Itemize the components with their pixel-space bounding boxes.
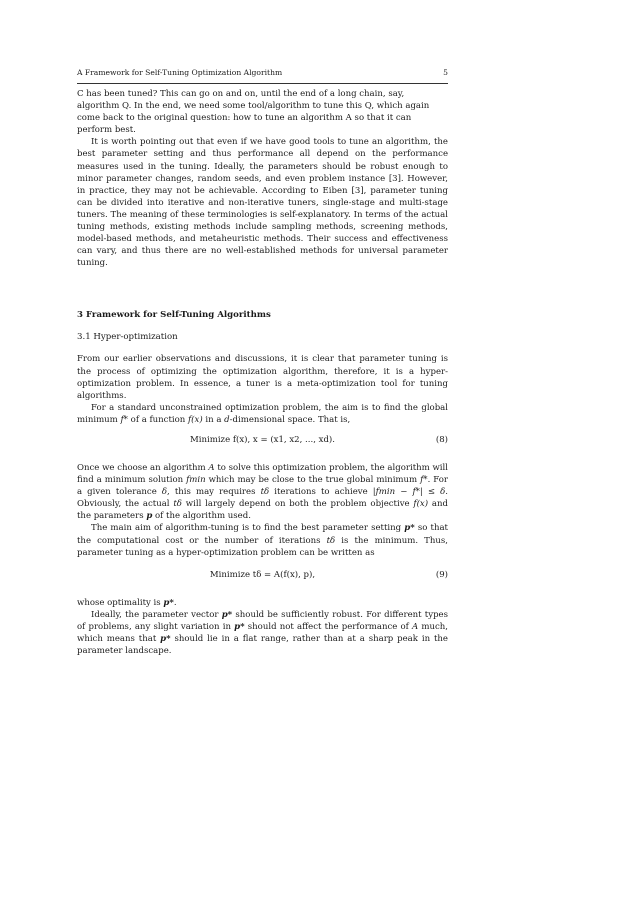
- math-d: d: [224, 414, 230, 425]
- paragraph-hyper-optimization: From our earlier observations and discussions, it is clear that parameter tuning is the process of optimizing the optimization algorithm, therefore, it is a hyper-optimization problem. In essence, a tuner is a meta-optimization tool for tuning algorithms.: [77, 354, 448, 401]
- running-title: A Framework for Self-Tuning Optimization Algorithm: [77, 68, 283, 77]
- paragraph-algorithm-choice: Once we choose an algorithm A to solve this optimization problem, the algorithm will find a minimum solution fmin which may be close to the true global minimum f*. For a given tolerance δ, this may requires tδ iterations to achieve |fmin − f*| ≤ δ. Obviously, the actual tδ will largely depend on both the problem objective f(x) and the parameters p of the algorithm used.: [77, 462, 449, 522]
- equation-8: [77, 434, 448, 446]
- text-line: perform best.: [77, 125, 136, 136]
- text-line: C has been tuned? This can go on and on, until the end of a long chain, say,: [77, 89, 405, 99]
- math-f-of-x: f(x): [188, 414, 203, 425]
- paragraph-continuation: [77, 88, 448, 136]
- equation-9-number: (9): [435, 569, 448, 580]
- paper-page: [77, 68, 448, 657]
- paragraph-optimality: whose optimality is p*.: [77, 597, 177, 608]
- equation-9-body: Minimize tδ = A(f(x), p),: [209, 569, 316, 580]
- text-line: algorithm Q. In the end, we need some tool/algorithm to tune this Q, which again: [77, 101, 430, 112]
- math-f-star: f*: [120, 414, 128, 425]
- equation-8-number: (8): [435, 434, 448, 445]
- paragraph-main-aim: The main aim of algorithm-tuning is to find the best parameter setting p* so that the computational cost or the number of iterations tδ is the minimum. Thus, parameter tuning as a hyper-optimization problem can be written as: [77, 523, 448, 558]
- running-header: [77, 68, 448, 84]
- paragraph-unconstrained-problem: For a standard unconstrained optimization problem, the aim is to find the global minimum f* of a function f(x) in a d-dimensional space. That is,: [77, 402, 448, 425]
- section-title: 3 Framework for Self-Tuning Algorithms: [77, 310, 271, 321]
- equation-8-body: Minimize f(x), x = (x1, x2, ..., xd).: [190, 434, 335, 445]
- page-number: 5: [443, 68, 448, 77]
- paragraph-robustness: Ideally, the parameter vector p* should be sufficiently robust. For different types of problems, any slight variation in p* should not affect the performance of A much, which means that p* should lie in a flat range, rather than at a sharp peak in the parameter landscape.: [77, 609, 448, 657]
- subsection-title: 3.1 Hyper-optimization: [77, 332, 178, 343]
- equation-9: [77, 569, 448, 581]
- text-line: come back to the original question: how to tune an algorithm A so that it can: [77, 113, 412, 124]
- paragraph-tuning-remarks: It is worth pointing out that even if we have good tools to tune an algorithm, the best parameter setting and thus performance all depend on the performance measures used in the tuning. Ideally, the parameters should be robust enough to minor parameter changes, random seeds, and even problem instance [3]. However, in practice, they may not be achievable. According to Eiben [3], parameter tuning can be divided into iterative and non-iterative tuners, single-stage and multi-stage tuners. The meaning of these terminologies is self-explanatory. In terms of the actual tuning methods, existing methods include sampling methods, screening methods, model-based methods, and metaheuristic methods. Their success and effectiveness can vary, and thus there are no well-established methods for universal parameter tuning.: [77, 137, 448, 269]
